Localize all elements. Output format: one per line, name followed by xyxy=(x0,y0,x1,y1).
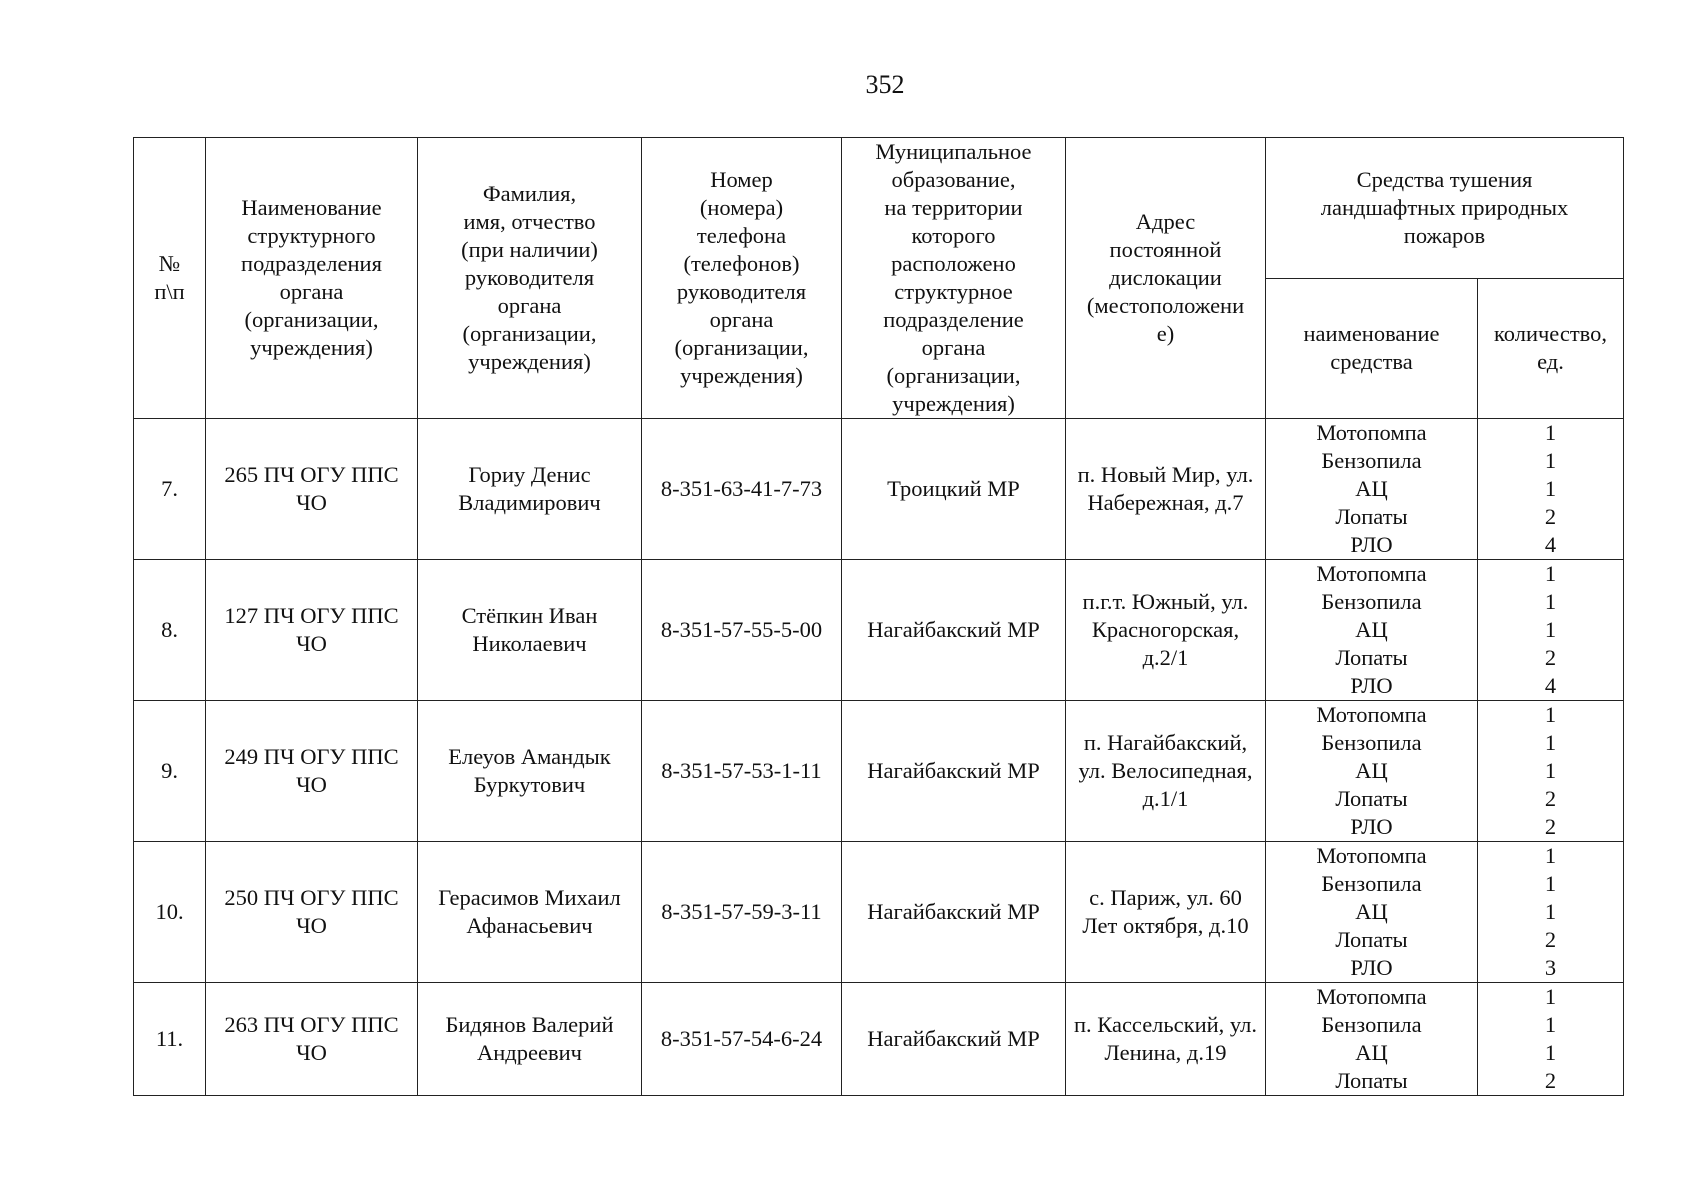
means-qty: 2 xyxy=(1544,786,1557,811)
cell-means-names xyxy=(1266,701,1478,842)
means-name: Бензопила xyxy=(1321,589,1422,614)
cell-num: 11. xyxy=(134,983,206,1096)
cell-means-names xyxy=(1266,842,1478,983)
cell-municipality: Троицкий МР xyxy=(842,419,1066,560)
header-means-name: наименование средства xyxy=(1266,278,1478,419)
cell-phone: 8-351-57-59-3-11 xyxy=(642,842,842,983)
means-name: Бензопила xyxy=(1321,448,1422,473)
means-name: Лопаты xyxy=(1335,1068,1408,1093)
cell-unit: 249 ПЧ ОГУ ППС ЧО xyxy=(206,701,418,842)
means-name: Мотопомпа xyxy=(1316,984,1427,1009)
header-unit: Наименование структурного подразделения органа (организации, учреждения) xyxy=(206,138,418,419)
means-name: Лопаты xyxy=(1335,786,1408,811)
means-name: Мотопомпа xyxy=(1316,843,1427,868)
header-address: Адрес постоянной дислокации (местоположени е) xyxy=(1066,138,1266,419)
means-qty: 1 xyxy=(1544,1040,1557,1065)
cell-phone: 8-351-63-41-7-73 xyxy=(642,419,842,560)
means-name: Лопаты xyxy=(1335,645,1408,670)
means-name: РЛО xyxy=(1350,532,1393,557)
means-qty: 2 xyxy=(1544,645,1557,670)
means-name: РЛО xyxy=(1350,673,1393,698)
table-body xyxy=(134,419,1624,1096)
means-qty: 1 xyxy=(1544,561,1557,586)
means-qty: 1 xyxy=(1544,589,1557,614)
table-row xyxy=(134,842,1624,983)
cell-num: 7. xyxy=(134,419,206,560)
cell-phone: 8-351-57-54-6-24 xyxy=(642,983,842,1096)
means-name: Лопаты xyxy=(1335,504,1408,529)
means-name: АЦ xyxy=(1355,617,1388,642)
cell-means-qty xyxy=(1478,419,1624,560)
means-qty: 2 xyxy=(1544,814,1557,839)
means-name: Бензопила xyxy=(1321,871,1422,896)
means-name: Бензопила xyxy=(1321,1012,1422,1037)
means-qty: 1 xyxy=(1544,871,1557,896)
means-qty: 1 xyxy=(1544,702,1557,727)
cell-means-qty xyxy=(1478,983,1624,1096)
header-means-qty: количество, ед. xyxy=(1478,278,1624,419)
means-qty: 2 xyxy=(1544,927,1557,952)
cell-address: п. Новый Мир, ул. Набережная, д.7 xyxy=(1066,419,1266,560)
page-number: 352 xyxy=(865,70,905,99)
table-row xyxy=(134,701,1624,842)
means-qty: 1 xyxy=(1544,476,1557,501)
means-qty: 1 xyxy=(1544,448,1557,473)
cell-head: Гориу Денис Владимирович xyxy=(418,419,642,560)
cell-means-qty xyxy=(1478,842,1624,983)
table-header xyxy=(134,138,1624,419)
cell-head: Бидянов Валерий Андреевич xyxy=(418,983,642,1096)
cell-num: 10. xyxy=(134,842,206,983)
means-qty: 1 xyxy=(1544,617,1557,642)
means-qty: 1 xyxy=(1544,420,1557,445)
means-qty: 1 xyxy=(1544,984,1557,1009)
cell-phone: 8-351-57-53-1-11 xyxy=(642,701,842,842)
header-phone: Номер (номера) телефона (телефонов) руководителя органа (организации, учреждения) xyxy=(642,138,842,419)
means-name: Мотопомпа xyxy=(1316,420,1427,445)
table-row xyxy=(134,560,1624,701)
cell-means-qty xyxy=(1478,701,1624,842)
cell-address: п. Кассельский, ул. Ленина, д.19 xyxy=(1066,983,1266,1096)
cell-means-qty xyxy=(1478,560,1624,701)
means-name: АЦ xyxy=(1355,1040,1388,1065)
means-name: РЛО xyxy=(1350,955,1393,980)
header-num: № п\п xyxy=(134,138,206,419)
means-qty: 1 xyxy=(1544,843,1557,868)
means-name: Мотопомпа xyxy=(1316,561,1427,586)
cell-unit: 265 ПЧ ОГУ ППС ЧО xyxy=(206,419,418,560)
cell-head: Герасимов Михаил Афанасьевич xyxy=(418,842,642,983)
means-name: АЦ xyxy=(1355,476,1388,501)
means-name: Бензопила xyxy=(1321,730,1422,755)
means-name: Мотопомпа xyxy=(1316,702,1427,727)
cell-means-names xyxy=(1266,560,1478,701)
means-name: РЛО xyxy=(1350,814,1393,839)
cell-municipality: Нагайбакский МР xyxy=(842,701,1066,842)
cell-address: п.г.т. Южный, ул. Красногорская, д.2/1 xyxy=(1066,560,1266,701)
means-name: АЦ xyxy=(1355,758,1388,783)
means-qty: 1 xyxy=(1544,899,1557,924)
cell-phone: 8-351-57-55-5-00 xyxy=(642,560,842,701)
means-qty: 4 xyxy=(1544,673,1557,698)
means-qty: 2 xyxy=(1544,1068,1557,1093)
cell-unit: 250 ПЧ ОГУ ППС ЧО xyxy=(206,842,418,983)
cell-num: 9. xyxy=(134,701,206,842)
means-qty: 4 xyxy=(1544,532,1557,557)
cell-means-names xyxy=(1266,983,1478,1096)
cell-unit: 263 ПЧ ОГУ ППС ЧО xyxy=(206,983,418,1096)
cell-head: Стёпкин Иван Николаевич xyxy=(418,560,642,701)
cell-unit: 127 ПЧ ОГУ ППС ЧО xyxy=(206,560,418,701)
fire-units-table xyxy=(133,137,1624,1096)
means-qty: 3 xyxy=(1544,955,1557,980)
table-row xyxy=(134,419,1624,560)
means-qty: 1 xyxy=(1544,1012,1557,1037)
cell-municipality: Нагайбакский МР xyxy=(842,842,1066,983)
cell-head: Елеуов Амандык Буркутович xyxy=(418,701,642,842)
table-row xyxy=(134,983,1624,1096)
means-qty: 2 xyxy=(1544,504,1557,529)
means-name: АЦ xyxy=(1355,899,1388,924)
cell-address: п. Нагайбакский, ул. Велосипедная, д.1/1 xyxy=(1066,701,1266,842)
cell-municipality: Нагайбакский МР xyxy=(842,983,1066,1096)
means-qty: 1 xyxy=(1544,758,1557,783)
means-name: Лопаты xyxy=(1335,927,1408,952)
cell-num: 8. xyxy=(134,560,206,701)
header-municipality: Муниципальное образование, на территории которого расположено структурное подразделение органа (организации, учреждения) xyxy=(842,138,1066,419)
cell-address: с. Париж, ул. 60 Лет октября, д.10 xyxy=(1066,842,1266,983)
header-head: Фамилия, имя, отчество (при наличии) руководителя органа (организации, учреждения) xyxy=(418,138,642,419)
header-means: Средства тушения ландшафтных природных пожаров xyxy=(1266,138,1624,279)
cell-municipality: Нагайбакский МР xyxy=(842,560,1066,701)
cell-means-names xyxy=(1266,419,1478,560)
means-qty: 1 xyxy=(1544,730,1557,755)
